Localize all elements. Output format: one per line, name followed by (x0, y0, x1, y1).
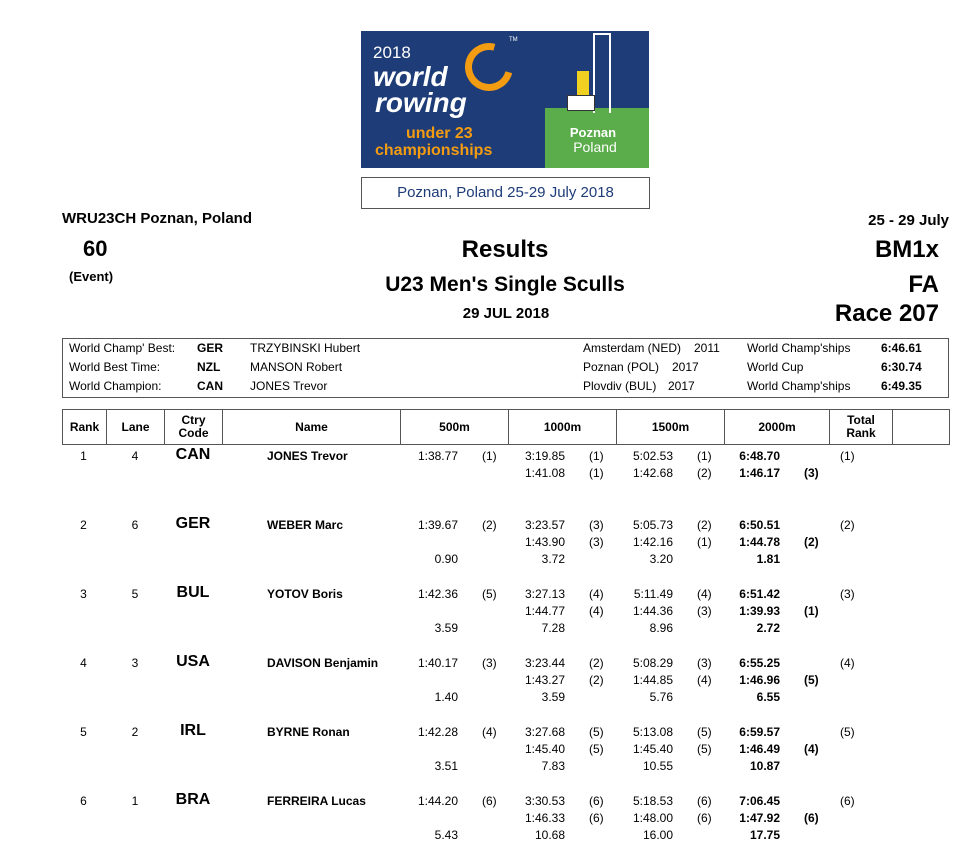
result-t1000: 3:23.44 (524, 656, 565, 670)
col-500m: 500m (401, 410, 509, 444)
result-code: BUL (176, 584, 210, 601)
col-1000m: 1000m (509, 410, 617, 444)
result-t2000: 6:55.25 (739, 656, 780, 670)
result-s1000: 1:43.90 (524, 535, 565, 549)
record-name: MANSON Robert (250, 360, 343, 374)
result-p1000: (3) (589, 518, 604, 532)
result-p1500: (2) (697, 518, 712, 532)
result-total: (4) (840, 656, 855, 670)
result-d1000: 7.83 (541, 759, 565, 773)
result-p1000: (1) (589, 449, 604, 463)
result-name: YOTOV Boris (267, 587, 343, 601)
result-p1500: (5) (697, 725, 712, 739)
record-place: Poznan (POL) (583, 360, 660, 374)
record-code: CAN (197, 379, 223, 393)
result-d500: 3.59 (434, 621, 458, 635)
venue-dates-banner: Poznan, Poland 25-29 July 2018 (361, 177, 650, 209)
result-d500: 1.40 (434, 690, 458, 704)
result-s1000: 1:45.40 (524, 742, 565, 756)
result-p1000: (5) (589, 725, 604, 739)
result-t1000: 3:27.68 (524, 725, 565, 739)
result-t500: 1:38.77 (417, 449, 458, 463)
result-p500: (3) (482, 656, 497, 670)
result-s1500: 1:45.40 (632, 742, 673, 756)
result-d2000: 2.72 (756, 621, 780, 635)
result-d500: 5.43 (434, 828, 458, 842)
logo-city: Poznan (569, 125, 617, 140)
record-place: Plovdiv (BUL) (583, 379, 657, 393)
result-t1000: 3:27.13 (524, 587, 565, 601)
result-rank: 5 (80, 725, 87, 739)
result-rank: 3 (80, 587, 87, 601)
result-p1500: (3) (697, 656, 712, 670)
event-label: (Event) (69, 269, 114, 284)
record-name: JONES Trevor (250, 379, 328, 393)
record-label: World Champion: (69, 379, 162, 393)
result-p500: (2) (482, 518, 497, 532)
record-event: World Champ'ships (747, 379, 851, 393)
record-year: 2011 (694, 341, 720, 355)
event-logo (361, 31, 649, 168)
logo-trademark: TM (509, 37, 518, 43)
result-s2000: 1:39.93 (739, 604, 780, 618)
result-s1000: 1:41.08 (524, 466, 565, 480)
result-p1500: (4) (697, 587, 712, 601)
col-rank: Rank (63, 410, 107, 444)
result-code: GER (175, 515, 211, 532)
result-sp1000: (3) (589, 535, 604, 549)
result-rank: 6 (80, 794, 87, 808)
result-lane: 2 (131, 725, 139, 739)
result-t2000: 6:59.57 (739, 725, 780, 739)
result-code: USA (176, 653, 210, 670)
result-sp1000: (2) (589, 673, 604, 687)
result-p500: (5) (482, 587, 497, 601)
result-s1000: 1:44.77 (524, 604, 565, 618)
result-d2000: 6.55 (756, 690, 780, 704)
result-d1500: 8.96 (649, 621, 673, 635)
result-code: CAN (175, 446, 211, 463)
record-row (63, 341, 948, 360)
logo-under23: under 23 (406, 125, 473, 142)
result-s2000: 1:47.92 (739, 811, 780, 825)
result-total: (6) (840, 794, 855, 808)
result-t500: 1:42.36 (417, 587, 458, 601)
result-p1500: (6) (697, 794, 712, 808)
result-total: (1) (840, 449, 855, 463)
result-d500: 0.90 (434, 552, 458, 566)
result-d2000: 17.75 (749, 828, 780, 842)
result-p1000: (2) (589, 656, 604, 670)
record-year: 2017 (672, 360, 699, 374)
result-t1500: 5:05.73 (632, 518, 673, 532)
date-range: 25 - 29 July (868, 212, 949, 229)
record-event: World Cup (747, 360, 804, 374)
result-d1000: 3.59 (541, 690, 565, 704)
result-total: (2) (840, 518, 855, 532)
result-sp1500: (3) (697, 604, 712, 618)
page-title: Results (461, 236, 549, 263)
result-s1000: 1:43.27 (524, 673, 565, 687)
race-number: Race 207 (834, 300, 939, 327)
record-place: Amsterdam (NED) (583, 341, 682, 355)
event-code: BM1x (874, 236, 939, 263)
result-d2000: 1.81 (756, 552, 780, 566)
result-t500: 1:44.20 (417, 794, 458, 808)
record-time: 6:49.35 (881, 379, 922, 393)
result-total: (3) (840, 587, 855, 601)
result-d1500: 5.76 (649, 690, 673, 704)
col-lane: Lane (107, 410, 165, 444)
result-d1000: 10.68 (534, 828, 565, 842)
col-total-rank (830, 410, 893, 444)
result-sp1000: (4) (589, 604, 604, 618)
result-sp1000: (1) (589, 466, 604, 480)
result-code: BRA (175, 791, 211, 808)
result-sp2000: (4) (804, 742, 819, 756)
result-s2000: 1:46.17 (739, 466, 780, 480)
result-t2000: 6:48.70 (739, 449, 780, 463)
record-time: 6:46.61 (881, 341, 922, 355)
record-name: TRZYBINSKI Hubert (250, 341, 361, 355)
result-sp2000: (1) (804, 604, 819, 618)
tower-base (567, 95, 595, 111)
result-lane: 6 (131, 518, 139, 532)
result-t1500: 5:11.49 (633, 587, 673, 601)
result-p500: (4) (482, 725, 497, 739)
result-d1000: 3.72 (541, 552, 565, 566)
result-d2000: 10.87 (749, 759, 780, 773)
result-sp1500: (5) (697, 742, 712, 756)
result-sp2000: (5) (804, 673, 819, 687)
col-ctry-code (165, 410, 223, 444)
result-sp1500: (2) (697, 466, 712, 480)
result-s2000: 1:44.78 (739, 535, 780, 549)
logo-world: world (373, 61, 448, 92)
record-row (63, 379, 948, 398)
result-sp2000: (2) (804, 535, 819, 549)
record-year: 2017 (668, 379, 695, 393)
record-code: GER (197, 341, 224, 355)
result-s1500: 1:44.36 (632, 604, 673, 618)
col-ctry-line2: Code (178, 426, 209, 440)
result-s1500: 1:42.68 (632, 466, 673, 480)
result-t1500: 5:02.53 (632, 449, 673, 463)
result-t500: 1:40.17 (417, 656, 458, 670)
event-name: U23 Men's Single Sculls (385, 273, 625, 296)
result-s2000: 1:46.96 (739, 673, 780, 687)
result-lane: 4 (131, 449, 139, 463)
result-t1000: 3:30.53 (524, 794, 565, 808)
result-p1500: (1) (697, 449, 712, 463)
col-total-line1: Total (847, 413, 875, 427)
result-p500: (6) (482, 794, 497, 808)
result-t2000: 6:51.42 (739, 587, 780, 601)
record-time: 6:30.74 (881, 360, 922, 374)
result-t2000: 7:06.45 (739, 794, 780, 808)
result-sp1500: (6) (697, 811, 712, 825)
col-name: Name (223, 410, 401, 444)
col-ctry-line1: Ctry (181, 413, 206, 427)
race-date: 29 JUL 2018 (462, 305, 550, 322)
event-number: 60 (83, 236, 108, 261)
record-event: World Champ'ships (747, 341, 851, 355)
result-p1000: (4) (589, 587, 604, 601)
logo-country: Poland (573, 139, 617, 155)
result-d1500: 10.55 (642, 759, 673, 773)
result-p500: (1) (482, 449, 497, 463)
result-s1500: 1:42.16 (632, 535, 673, 549)
record-code: NZL (197, 360, 221, 374)
col-2000m: 2000m (725, 410, 830, 444)
result-sp1500: (4) (697, 673, 712, 687)
result-s2000: 1:46.49 (739, 742, 780, 756)
result-lane: 1 (131, 794, 139, 808)
result-t500: 1:42.28 (417, 725, 458, 739)
result-d1500: 16.00 (642, 828, 673, 842)
record-row (63, 360, 948, 379)
result-sp1500: (1) (697, 535, 712, 549)
logo-year: 2018 (373, 43, 411, 62)
result-p1000: (6) (589, 794, 604, 808)
result-name: FERREIRA Lucas (267, 794, 366, 808)
result-name: JONES Trevor (267, 449, 348, 463)
result-sp1000: (5) (589, 742, 604, 756)
result-rank: 1 (80, 449, 87, 463)
result-lane: 5 (131, 587, 139, 601)
regatta-name: WRU23CH Poznan, Poland (62, 210, 253, 227)
tower-icon (593, 33, 611, 113)
result-t500: 1:39.67 (417, 518, 458, 532)
record-label: World Champ' Best: (69, 341, 176, 355)
result-name: WEBER Marc (267, 518, 344, 532)
result-d1000: 7.28 (541, 621, 565, 635)
result-s1500: 1:48.00 (632, 811, 673, 825)
result-t1000: 3:23.57 (524, 518, 565, 532)
result-sp2000: (6) (804, 811, 819, 825)
logo-rowing: rowing (375, 87, 467, 118)
result-lane: 3 (131, 656, 139, 670)
result-s1500: 1:44.85 (632, 673, 673, 687)
col-1500m: 1500m (617, 410, 725, 444)
result-sp1000: (6) (589, 811, 604, 825)
result-d500: 3.51 (434, 759, 458, 773)
result-code: IRL (180, 722, 206, 739)
result-rank: 2 (80, 518, 87, 532)
result-name: DAVISON Benjamin (267, 656, 379, 670)
record-label: World Best Time: (69, 360, 161, 374)
result-t1500: 5:13.08 (632, 725, 673, 739)
result-sp2000: (3) (804, 466, 819, 480)
col-total-line2: Rank (846, 426, 876, 440)
result-t1500: 5:18.53 (632, 794, 673, 808)
result-total: (5) (840, 725, 855, 739)
logo-championships: championships (375, 142, 493, 159)
result-rank: 4 (80, 656, 87, 670)
race-phase: FA (908, 271, 939, 298)
result-d1500: 3.20 (649, 552, 673, 566)
result-name: BYRNE Ronan (267, 725, 350, 739)
result-t1000: 3:19.85 (524, 449, 565, 463)
result-t2000: 6:50.51 (739, 518, 780, 532)
results-header (62, 409, 950, 445)
result-t1500: 5:08.29 (632, 656, 673, 670)
result-s1000: 1:46.33 (524, 811, 565, 825)
records-table (62, 338, 949, 398)
